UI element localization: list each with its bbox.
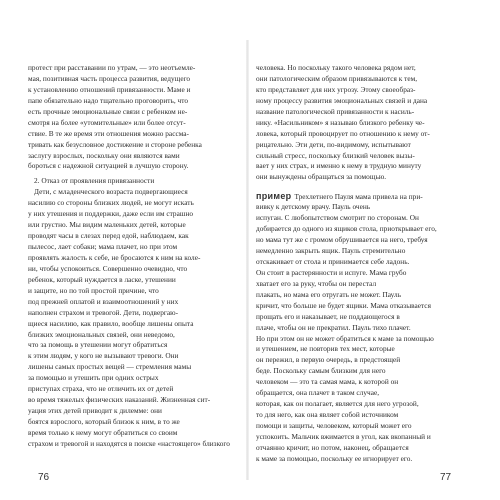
- text-line: смотря на более «утомительные» или более отсут-: [28, 117, 186, 127]
- text-line: хватает его за руку, чтобы он перестал: [256, 278, 377, 288]
- book-gutter: [246, 40, 249, 480]
- text-line: ни, чтобы успокоиться. Совершенно очевидно, что: [28, 263, 188, 273]
- text-line: проявлять жалость к себе, не бросаются к ним на коле-: [28, 252, 201, 262]
- text-line: добирается до одного из ящиков стола, приоткрывает его,: [256, 224, 437, 234]
- text-line: рицательно. Эти дети, по-видимому, испытывают: [256, 139, 411, 149]
- text-line: кто представляет для них угрозу. Этому своеобраз-: [256, 84, 416, 94]
- text-line: он пережил, в первую очередь, в предстоящей: [256, 355, 401, 365]
- text-line: бороться с надежной ситуацией в лучшую сторону.: [28, 161, 189, 171]
- text-line: то для него, как она являет собой источником: [256, 410, 399, 420]
- example-label: пример: [256, 191, 292, 202]
- text-line: ному процессу развития эмоциональных связей и дана: [256, 95, 428, 105]
- text-line: сильный стресс, поскольку близкий человек вызы-: [256, 150, 415, 160]
- text-line: лишены самых простых вещей — стремления мамы: [28, 362, 192, 372]
- text-line: боятся взрослого, который близок к ним, в то же: [28, 417, 180, 426]
- text-line: помощи и защиты, человеком, который может его: [256, 421, 412, 430]
- text-line: уация этих детей приводит к дилемме: они: [28, 406, 162, 416]
- section-heading: 2. Отказ от проявления привязанности: [34, 176, 155, 186]
- text-line: ребенок, который нуждается в ласке, утешении: [28, 274, 176, 284]
- text-line: тривать как безусловное достижение и стороне ребенка: [28, 139, 202, 149]
- text-line: к установлению отношений привязанности. Маме и: [28, 84, 191, 94]
- text-line: обращается, она плачет в таком случае,: [256, 388, 380, 398]
- text-line: вает у них страх, и именно к нему в трудную минуту: [256, 161, 422, 171]
- paragraph-gap: [256, 183, 470, 191]
- text-line: заслугу взрослых, поскольку они являются вами: [28, 150, 180, 160]
- text-line: папе обязательно надо тщательно проговорить, что: [28, 95, 189, 105]
- text-line: Но при этом он не может обратиться к маме за помощью: [256, 333, 434, 343]
- text-line: у них утешения и поддержки, даже если им страшно: [28, 209, 194, 219]
- text-line: человека. Но поскольку такого человека рядом нет,: [256, 63, 416, 72]
- text-line: Он стоит в растерянности и испуге. Мама грубо: [256, 267, 407, 277]
- text-line: насилию со стороны близких людей, не могут искать: [28, 198, 194, 208]
- text-line: они патологическим образом привязываются к тем,: [256, 73, 418, 83]
- text-line: проводят часы в слезах перед едой, наблюдаем, как: [28, 231, 189, 241]
- text-line: беде. Поскольку самым близким для него: [256, 366, 386, 376]
- left-page: [28, 63, 242, 463]
- text-line: плаче, чтобы он не прекратил. Пауль тихо плачет.: [256, 322, 411, 332]
- text-line: ствие. В те же время эти отношения можно рассма-: [28, 128, 190, 138]
- text-line: нику. «Насильником» я называю близкого ребенку че-: [256, 117, 425, 127]
- text-line: близких эмоциональных связей, они неведомо,: [28, 329, 175, 339]
- example-first-line: [256, 191, 470, 202]
- text-line: и защите, но по той простой причине, что: [28, 285, 159, 295]
- right-page: [256, 63, 470, 463]
- text-line: пылесос, лает собаки; мама плачет, но при этом: [28, 242, 178, 251]
- text-line: прощать его и наказывает, не поддающегося в: [256, 311, 400, 321]
- text-line: есть прочные эмоциональные связи с ребенком не-: [28, 106, 188, 116]
- text-line: мая, позитивная часть процесса развития, ведущего: [28, 73, 191, 83]
- text-line: отчаянно кричит, но потом, наконец, обращается: [256, 442, 409, 452]
- page-number-right: 77: [440, 472, 452, 483]
- text-line: успокоить. Мальчик вжимается в угол, как вкопанный и: [256, 431, 431, 441]
- text-line: испуган. С любопытством смотрит по сторонам. Он: [256, 213, 419, 223]
- text-line: название патологической привязанности к насиль-: [256, 106, 415, 116]
- text-line: страхом и тревогой и находятся в поиске «настоящего» близкого: [28, 438, 230, 448]
- text-line: за помощью и утешить при одних острых: [28, 373, 159, 383]
- text-line: и утешением, не повторив тех мест, которые: [256, 344, 395, 354]
- text-line: кричит, что больше не будет ящики. Мама отказывается: [256, 300, 431, 310]
- text-line: к этим людям, у кого не вызывают тревоги. Они: [28, 351, 179, 361]
- text-line: вивку к детскому врачу. Пауль очень: [256, 202, 371, 212]
- text-line: щиеся насилию, как правило, вообще лишены опыта: [28, 318, 194, 328]
- text-line: или грустно. Мы видим маленьких детей, которые: [28, 220, 186, 230]
- page-number-left: 76: [38, 472, 50, 483]
- text-line: немедленно закрыть ящик. Пауль стремительно: [256, 246, 406, 255]
- text-line: протест при расставании по утрам, — это неотъемле-: [28, 63, 196, 72]
- text-line: к маме за помощью, поскольку ее игнорирует его.: [256, 453, 413, 463]
- text-line: человеком — это та самая мама, к которой он: [256, 377, 399, 387]
- text-line: под прежней оплатой и взаимоотношений у них: [28, 296, 179, 306]
- example-text: Трехлетнего Пауля мама привела на при-: [294, 192, 423, 202]
- text-line: приступах страха, что не отличить их от детей: [28, 384, 174, 394]
- text-line: но мама тут же с громом обрушивается на него, требуя: [256, 235, 428, 245]
- text-line: ловека, который провоцирует по отношению к нему от-: [256, 128, 430, 138]
- text-line: время только к нему могут обратиться со своим: [28, 427, 178, 437]
- text-line: отскакивает от стола и принимается себе ладонь.: [256, 256, 410, 266]
- text-line: которая, как он полагает, является для него угрозой,: [256, 399, 419, 409]
- text-line: Дети, с младенческого возраста подвергающиеся: [34, 187, 188, 197]
- text-line: они вынуждены обращаться за помощью.: [256, 172, 387, 182]
- text-line: наполнен страхом и тревогой. Дети, подвергаю-: [28, 307, 179, 317]
- text-line: плакать, но мама его отругать не может. Пауль: [256, 289, 402, 299]
- text-line: что за помощь в утешении могут обратиться: [28, 340, 168, 350]
- text-line: во время тяжелых физических наказаний. Жизненная сит-: [28, 395, 211, 405]
